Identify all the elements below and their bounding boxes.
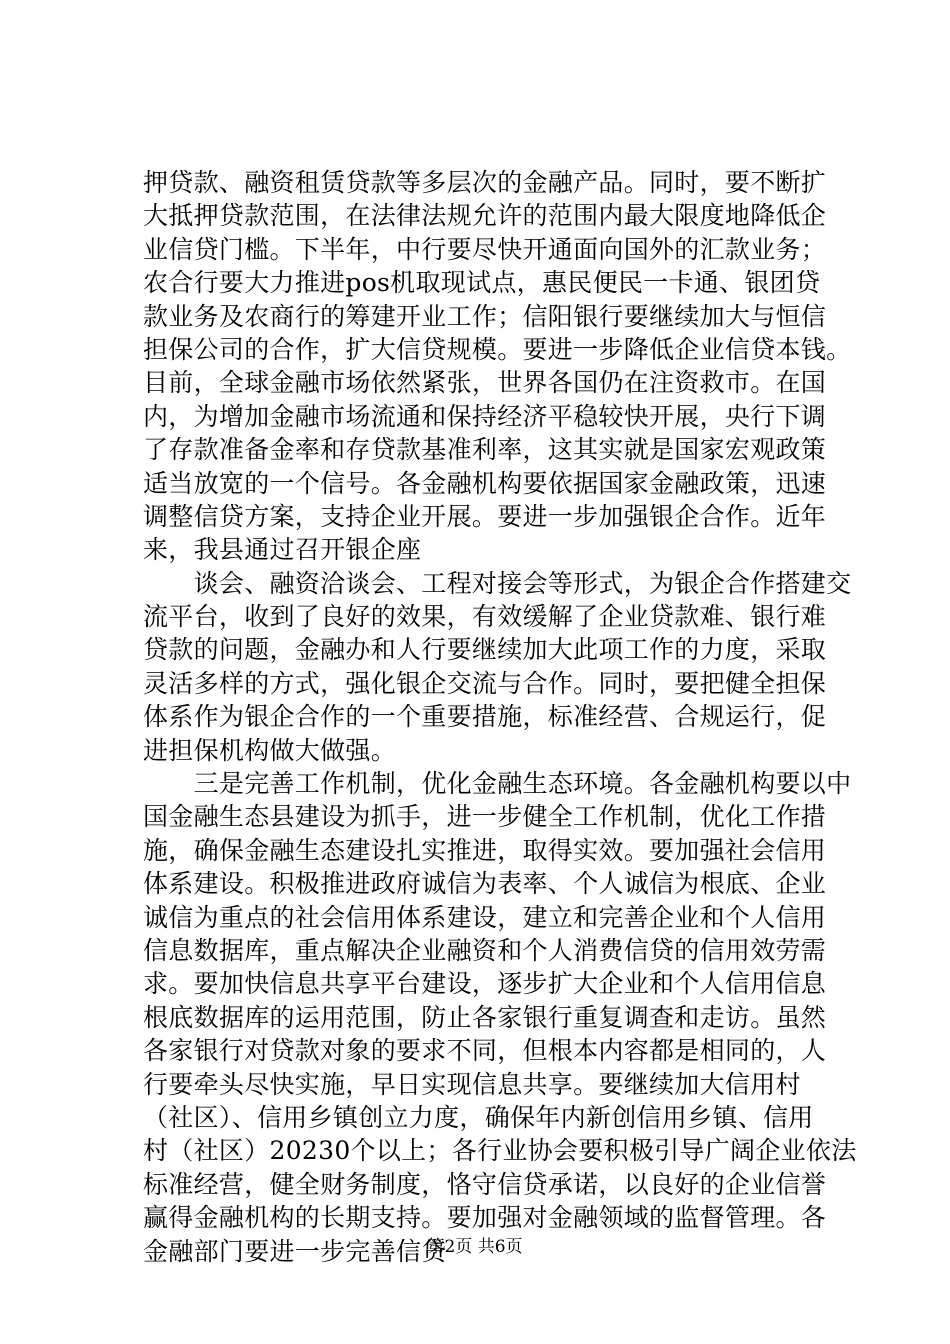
text-line: 适当放宽的一个信号。各金融机构要依据国家金融政策，迅速 xyxy=(143,468,827,498)
text-line: 农合行要大力推进pos机取现试点，惠民便民一卡通、银团贷 xyxy=(143,268,821,298)
text-line: 诚信为重点的社会信用体系建设，建立和完善企业和个人信用 xyxy=(143,902,827,932)
text-line: 了存款准备金率和存贷款基准利率，这其实就是国家宏观政策 xyxy=(143,435,827,465)
text-line: 根底数据库的运用范围，防止各家银行重复调查和走访。虽然 xyxy=(143,1002,827,1032)
text-line: 信息数据库，重点解决企业融资和个人消费信贷的信用效劳需 xyxy=(143,935,827,965)
page-footer: 第2页 共6页 xyxy=(427,1237,523,1257)
text-line: 赢得金融机构的长期支持。要加强对金融领域的监督管理。各 xyxy=(143,1203,827,1233)
text-line: 行要牵头尽快实施，早日实现信息共享。要继续加大信用村 xyxy=(143,1069,801,1099)
text-line: 内，为增加金融市场流通和保持经济平稳较快开展，央行下调 xyxy=(143,401,827,431)
text-line: 求。要加快信息共享平台建设，逐步扩大企业和个人信用信息 xyxy=(143,969,827,999)
text-line: 灵活多样的方式，强化银企交流与合作。同时，要把健全担保 xyxy=(143,668,827,698)
text-line: 业信贷门槛。下半年，中行要尽快开通面向国外的汇款业务； xyxy=(143,234,827,264)
text-line: 村（社区）20230个以上；各行业协会要积极引导广阔企业依法 xyxy=(143,1136,857,1166)
text-line: 调整信贷方案，支持企业开展。要进一步加强银企合作。近年 xyxy=(143,501,827,531)
text-line: 标准经营，健全财务制度，恪守信贷承诺，以良好的企业信誉 xyxy=(143,1169,827,1199)
text-line: 三是完善工作机制，优化金融生态环境。各金融机构要以中 xyxy=(143,769,852,799)
text-line: 体系建设。积极推进政府诚信为表率、个人诚信为根底、企业 xyxy=(143,869,827,899)
text-line: 谈会、融资洽谈会、工程对接会等形式，为银企合作搭建交 xyxy=(143,568,852,598)
text-line: 各家银行对贷款对象的要求不同，但根本内容都是相同的，人 xyxy=(143,1036,827,1066)
text-line: 担保公司的合作，扩大信贷规模。要进一步降低企业信贷本钱。 xyxy=(143,334,852,364)
text-line: 金融部门要进一步完善信贷 xyxy=(143,1236,447,1266)
text-line: 款业务及农商行的筹建开业工作；信阳银行要继续加大与恒信 xyxy=(143,301,827,331)
text-line: 目前，全球金融市场依然紧张，世界各国仍在注资救市。在国 xyxy=(143,368,827,398)
text-line: 施，确保金融生态建设扎实推进，取得实效。要加强社会信用 xyxy=(143,835,827,865)
body-text xyxy=(143,166,863,1268)
text-line: 来，我县通过召开银企座 xyxy=(143,535,422,565)
text-line: 贷款的问题，金融办和人行要继续加大此项工作的力度，采取 xyxy=(143,635,827,665)
text-line: 流平台，收到了良好的效果，有效缓解了企业贷款难、银行难 xyxy=(143,602,827,632)
text-line: 押贷款、融资租赁贷款等多层次的金融产品。同时，要不断扩 xyxy=(143,168,827,197)
text-line: 进担保机构做大做强。 xyxy=(143,735,397,765)
text-line: 国金融生态县建设为抓手，进一步健全工作机制，优化工作措 xyxy=(143,802,827,832)
text-line: 体系作为银企合作的一个重要措施，标准经营、合规运行，促 xyxy=(143,702,827,732)
text-line: （社区）、信用乡镇创立力度，确保年内新创信用乡镇、信用 xyxy=(143,1102,814,1132)
text-line: 大抵押贷款范围，在法律法规允许的范围内最大限度地降低企 xyxy=(143,201,827,231)
